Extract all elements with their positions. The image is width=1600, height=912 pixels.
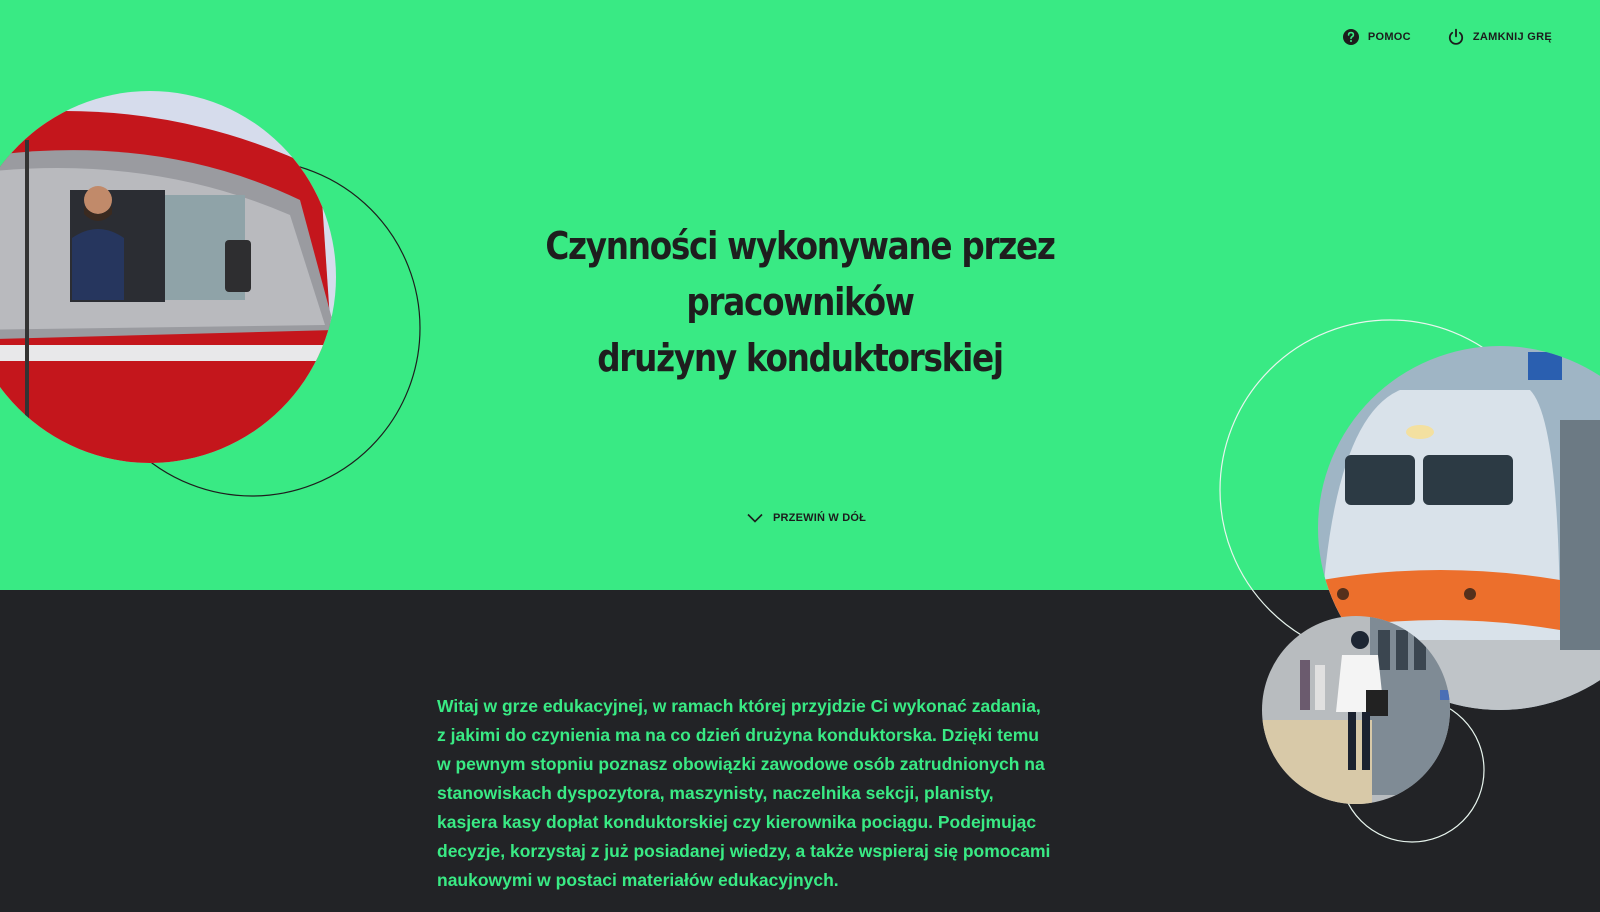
- top-navigation: [1342, 28, 1552, 46]
- intro-line: stanowiskach dyspozytora, maszynisty, naczelnika sekcji, planisty,: [437, 783, 994, 803]
- chevron-down-icon: [747, 513, 763, 523]
- page-title-line2: drużyny konduktorskiej: [597, 336, 1003, 380]
- intro-line: w pewnym stopniu poznasz obowiązki zawodowe osób zatrudnionych na: [437, 754, 1045, 774]
- help-button[interactable]: [1342, 28, 1411, 46]
- question-circle-icon: [1342, 28, 1360, 46]
- page-title: [456, 218, 1144, 386]
- help-label: POMOC: [1367, 31, 1411, 43]
- intro-line: decyzje, korzystaj z już posiadanej wiedzy, a także wspieraj się pomocami: [437, 841, 1051, 861]
- close-game-label: ZAMKNIJ GRĘ: [1472, 31, 1552, 43]
- power-icon: [1447, 28, 1465, 46]
- scroll-down-button[interactable]: [747, 512, 866, 524]
- intro-text: [437, 692, 1097, 895]
- intro-line: kasjera kasy dopłat konduktorskiej czy kierownika pociągu. Podejmując: [437, 812, 1037, 832]
- page-title-line1: Czynności wykonywane przez pracowników: [545, 224, 1055, 324]
- close-game-button[interactable]: [1447, 28, 1552, 46]
- intro-line: Witaj w grze edukacyjnej, w ramach której przyjdzie Ci wykonać zadania,: [437, 696, 1041, 716]
- intro-line: z jakimi do czynienia ma na co dzień drużyna konduktorska. Dzięki temu: [437, 725, 1039, 745]
- scroll-down-label: PRZEWIŃ W DÓŁ: [773, 512, 867, 524]
- intro-line: naukowymi w postaci materiałów edukacyjnych.: [437, 870, 839, 890]
